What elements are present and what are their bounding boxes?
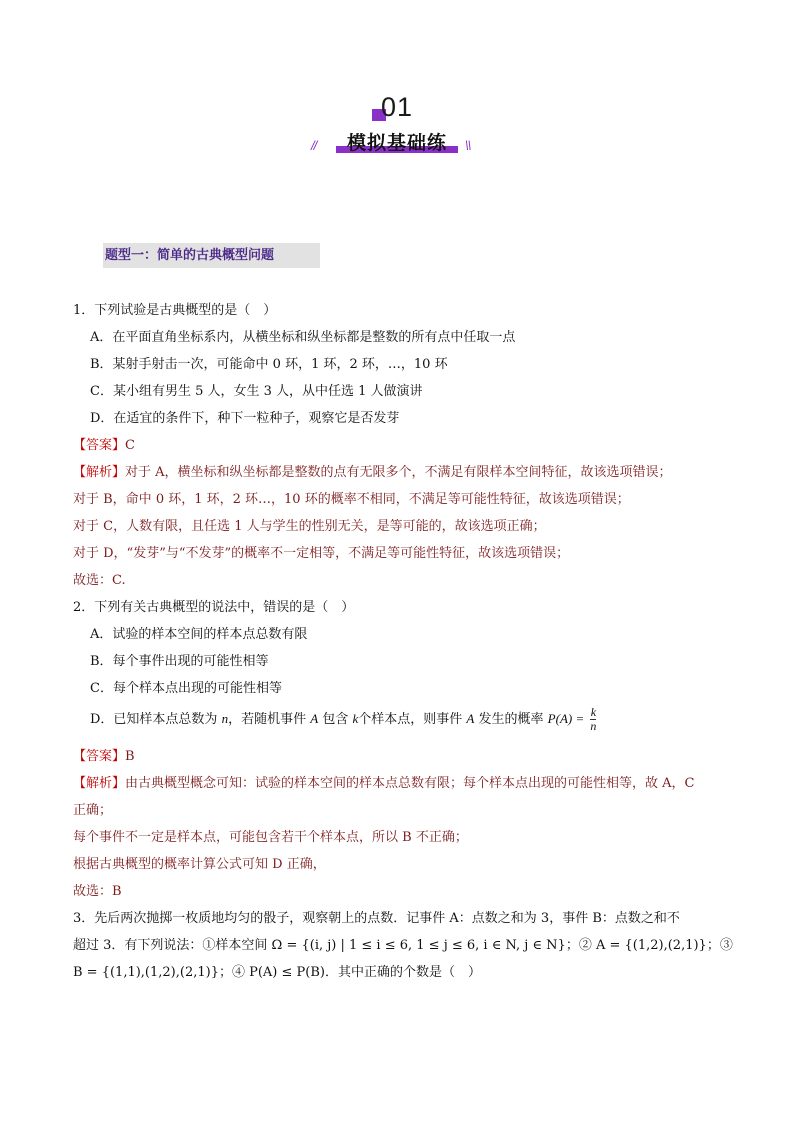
q2-answer [73,743,745,770]
q1-option-a: A．在平面直角坐标系内，从横坐标和纵坐标都是整数的所有点中任取一点 [90,330,516,345]
q2-d-mid1: ，若随机事件 [228,712,307,727]
header-title-wrap [0,128,794,158]
q2-d-formula: P(A) = [547,711,585,726]
q2-d-a: A [310,711,319,726]
question-content [73,297,745,986]
q2-d-prefix: D．已知样本点总数为 [90,712,218,727]
q2-d-k: k [352,711,359,726]
q3-line-1: 3．先后两次抛掷一枚质地均匀的骰子，观察朝上的点数．记事件 A：点数之和为 3，事件 B：点数之和不 [73,911,680,926]
q2-d-fraction [590,706,596,733]
q2-option-c: C．每个样本点出现的可能性相等 [90,681,282,696]
q2-analysis-tag: 【解析】 [73,776,126,791]
q2-answer-value: B [125,749,135,764]
q2-analysis-3: 每个事件不一定是样本点，可能包含若干个样本点，所以 B 不正确； [73,830,468,845]
q1-analysis-3: 对于 C，人数有限，且任选 1 人与学生的性别无关，是等可能的，故该选项正确； [73,519,546,534]
q2-analysis-2: 正确； [73,803,113,818]
q1-analysis-1 [73,459,745,486]
q1-option-d: D．在适宜的条件下，种下一粒种子，观察它是否发芽 [90,411,400,426]
section-number-text: 01 [380,92,414,122]
q3-line-2: 超过 3．有下列说法：①样本空间 Ω = {(i, j) | 1 ≤ i ≤ 6, 1 ≤ j ≤ 6, i ∈ N, j ∈ N}；② A = {(1,2),(2,1)}；③ [73,938,733,953]
q2-analysis-text: 由古典概型概念可知：试验的样本空间的样本点总数有限；每个样本点出现的可能性相等，故 A，C [125,776,695,791]
slash-decoration-right: \\ [465,138,471,153]
q2-analysis-4: 根据古典概型的概率计算公式可知 D 正确， [73,857,326,872]
q2-analysis-5: 故选：B [73,884,122,899]
q1-analysis-2: 对于 B，命中 0 环，1 环，2 环…，10 环的概率不相同，不满足等可能性特征，故该选项错误； [73,492,630,507]
fraction-numerator: k [590,705,597,719]
fraction-denominator: n [590,719,597,733]
q1-option-b: B．某射手射击一次，可能命中 0 环，1 环，2 环，…，10 环 [90,357,448,372]
section-number [381,92,413,126]
q2-analysis-1 [73,770,745,797]
q2-d-a2: A [466,711,475,726]
q2-d-n: n [221,711,229,726]
q2-answer-tag: 【答案】 [73,749,126,764]
q1-answer-tag: 【答案】 [73,438,126,453]
q2-d-mid2: 包含 [322,712,349,727]
page-header [0,92,794,158]
q3-line-3: B = {(1,1),(1,2),(2,1)}；④ P(A) ≤ P(B)．其中正确的个数是（ ） [73,965,481,980]
q2-d-mid4: 发生的概率 [478,712,544,727]
slash-decoration-left: // [311,138,317,153]
section-heading: 题型一：简单的古典概型问题 [103,243,320,268]
q2-option-a: A．试验的样本空间的样本点总数有限 [90,627,308,642]
q1-answer-value: C [125,438,135,453]
q1-analysis-5: 故选：C. [73,573,126,588]
q1-analysis-4: 对于 D，“发芽”与“不发芽”的概率不一定相等，不满足等可能性特征，故该选项错误； [73,546,570,561]
q1-analysis-tag: 【解析】 [73,465,126,480]
q1-answer [73,432,745,459]
page-title: 模拟基础练 [346,132,447,154]
q1-stem: 1．下列试验是古典概型的是（ ） [73,303,277,318]
q1-analysis-text: 对于 A，横坐标和纵坐标都是整数的点有无限多个，不满足有限样本空间特征，故该选项错误； [125,465,672,480]
q2-option-b: B．每个事件出现的可能性相等 [90,654,269,669]
q2-option-d [73,702,745,737]
q1-option-c: C．某小组有男生 5 人，女生 3 人，从中任选 1 人做演讲 [90,384,423,399]
q2-d-mid3: 个样本点，则事件 [358,712,463,727]
q2-stem: 2．下列有关古典概型的说法中，错误的是（ ） [73,600,355,615]
